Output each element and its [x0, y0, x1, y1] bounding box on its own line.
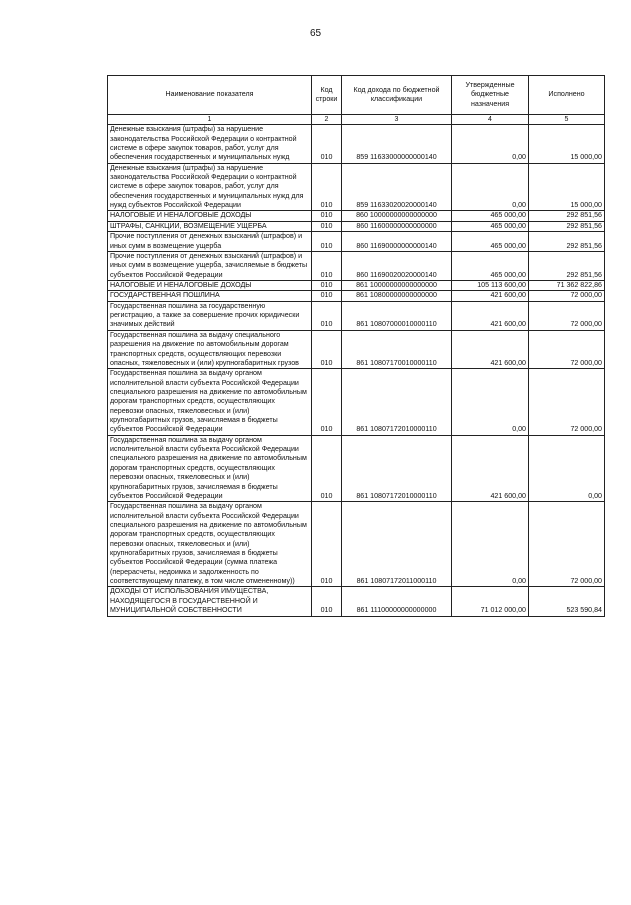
row-code: 010: [312, 291, 342, 301]
table-row: [108, 502, 605, 587]
row-approved: 0,00: [452, 369, 529, 436]
row-name: Государственная пошлина за выдачу органом исполнительной власти субъекта Российской Федерации специального разрешения на движение по автомобильным дорогам транспортных средств, осуществляющих перевозки опасных, тяжеловесных и (или) крупногабаритных грузов, зачисляемая в бюджеты субъектов Российской Федерации: [108, 369, 312, 436]
row-executed: 72 000,00: [529, 291, 605, 301]
row-kbk: 860 11690020020000140: [342, 251, 452, 280]
table-row: [108, 211, 605, 221]
table-row: [108, 163, 605, 211]
row-code: 010: [312, 163, 342, 211]
row-approved: 465 000,00: [452, 211, 529, 221]
row-executed: 0,00: [529, 435, 605, 502]
table-row: [108, 125, 605, 163]
header-name: Наименование показателя: [108, 76, 312, 115]
row-name: Государственная пошлина за государственную регистрацию, а также за совершение прочих юридически значимых действий: [108, 301, 312, 330]
row-kbk: 860 10000000000000000: [342, 211, 452, 221]
row-approved: 105 113 600,00: [452, 280, 529, 290]
row-executed: 72 000,00: [529, 330, 605, 368]
row-executed: 15 000,00: [529, 125, 605, 163]
row-code: 010: [312, 251, 342, 280]
row-approved: 465 000,00: [452, 251, 529, 280]
row-code: 010: [312, 280, 342, 290]
row-executed: 72 000,00: [529, 369, 605, 436]
row-code: 010: [312, 587, 342, 616]
budget-execution-table: [107, 75, 605, 617]
column-index: 3: [342, 115, 452, 125]
row-code: 010: [312, 435, 342, 502]
row-name: Государственная пошлина за выдачу органом исполнительной власти субъекта Российской Федерации специального разрешения на движение по автомобильным дорогам транспортных средств, осуществляющих перевозки опасных, тяжеловесных и (или) крупногабаритных грузов, зачисляемая в бюджеты субъектов Российской Федерации (сумма платежа (перерасчеты, недоимка и задолженность по соответствующему платежу, в том числе отмененному)): [108, 502, 312, 587]
row-code: 010: [312, 330, 342, 368]
row-code: 010: [312, 211, 342, 221]
row-kbk: 860 11690000000000140: [342, 232, 452, 252]
table-row: [108, 221, 605, 231]
row-name: Денежные взыскания (штрафы) за нарушение законодательства Российской Федерации о контрактной системе в сфере закупок товаров, работ, услуг для обеспечения государственных и муниципальных нужд для нужд субъектов Российской Федерации: [108, 163, 312, 211]
row-executed: 292 851,56: [529, 232, 605, 252]
row-name: ДОХОДЫ ОТ ИСПОЛЬЗОВАНИЯ ИМУЩЕСТВА, НАХОДЯЩЕГОСЯ В ГОСУДАРСТВЕННОЙ И МУНИЦИПАЛЬНОЙ СОБСТВЕННОСТИ: [108, 587, 312, 616]
row-name: ШТРАФЫ, САНКЦИИ, ВОЗМЕЩЕНИЕ УЩЕРБА: [108, 221, 312, 231]
row-code: 010: [312, 369, 342, 436]
table-row: [108, 251, 605, 280]
row-executed: 72 000,00: [529, 502, 605, 587]
column-index: 2: [312, 115, 342, 125]
row-code: 010: [312, 301, 342, 330]
row-approved: 421 600,00: [452, 291, 529, 301]
row-approved: 421 600,00: [452, 435, 529, 502]
header-kbk: Код дохода по бюджетной классификации: [342, 76, 452, 115]
row-kbk: 861 10000000000000000: [342, 280, 452, 290]
table-row: [108, 280, 605, 290]
row-kbk: 861 10800000000000000: [342, 291, 452, 301]
row-name: Государственная пошлина за выдачу специального разрешения на движение по автомобильным дорогам транспортных средств, осуществляющих перевозки опасных, тяжеловесных и (или) крупногабаритных грузов: [108, 330, 312, 368]
table-row: [108, 232, 605, 252]
row-executed: 72 000,00: [529, 301, 605, 330]
table-row: [108, 369, 605, 436]
row-executed: 523 590,84: [529, 587, 605, 616]
row-executed: 292 851,56: [529, 221, 605, 231]
row-approved: 465 000,00: [452, 221, 529, 231]
header-executed: Исполнено: [529, 76, 605, 115]
row-approved: 0,00: [452, 502, 529, 587]
row-code: 010: [312, 125, 342, 163]
row-kbk: 861 10807172010000110: [342, 435, 452, 502]
table-row: [108, 587, 605, 616]
table-row: [108, 301, 605, 330]
row-name: Государственная пошлина за выдачу органом исполнительной власти субъекта Российской Федерации специального разрешения на движение по автомобильным дорогам транспортных средств, осуществляющих перевозки опасных, тяжеловесных и (или) крупногабаритных грузов, зачисляемая в бюджеты субъектов Российской Федерации: [108, 435, 312, 502]
row-executed: 71 362 822,86: [529, 280, 605, 290]
row-kbk: 859 11633000000000140: [342, 125, 452, 163]
row-code: 010: [312, 232, 342, 252]
row-approved: 71 012 000,00: [452, 587, 529, 616]
row-approved: 0,00: [452, 125, 529, 163]
column-index: 5: [529, 115, 605, 125]
page-number: 65: [309, 28, 322, 39]
table-row: [108, 435, 605, 502]
row-executed: 15 000,00: [529, 163, 605, 211]
row-code: 010: [312, 221, 342, 231]
row-kbk: 860 11600000000000000: [342, 221, 452, 231]
row-kbk: 861 10807172010000110: [342, 369, 452, 436]
table-header-row: [108, 76, 605, 115]
row-executed: 292 851,56: [529, 211, 605, 221]
header-code: Код строки: [312, 76, 342, 115]
row-kbk: 861 10807172011000110: [342, 502, 452, 587]
row-approved: 0,00: [452, 163, 529, 211]
row-kbk: 859 11633020020000140: [342, 163, 452, 211]
row-name: НАЛОГОВЫЕ И НЕНАЛОГОВЫЕ ДОХОДЫ: [108, 280, 312, 290]
row-approved: 421 600,00: [452, 301, 529, 330]
header-approved: Утвержденные бюджетные назначения: [452, 76, 529, 115]
row-kbk: 861 11100000000000000: [342, 587, 452, 616]
column-index: 1: [108, 115, 312, 125]
table-row: [108, 330, 605, 368]
row-name: Денежные взыскания (штрафы) за нарушение законодательства Российской Федерации о контрактной системе в сфере закупок товаров, работ, услуг для обеспечения государственных и муниципальных нужд: [108, 125, 312, 163]
row-approved: 421 600,00: [452, 330, 529, 368]
row-code: 010: [312, 502, 342, 587]
row-name: Прочие поступления от денежных взысканий (штрафов) и иных сумм в возмещение ущерба, зачисляемые в бюджеты субъектов Российской Федерации: [108, 251, 312, 280]
table-row: [108, 291, 605, 301]
column-index: 4: [452, 115, 529, 125]
row-kbk: 861 10807170010000110: [342, 330, 452, 368]
row-executed: 292 851,56: [529, 251, 605, 280]
column-index-row: [108, 115, 605, 125]
row-name: Прочие поступления от денежных взысканий (штрафов) и иных сумм в возмещение ущерба: [108, 232, 312, 252]
row-name: НАЛОГОВЫЕ И НЕНАЛОГОВЫЕ ДОХОДЫ: [108, 211, 312, 221]
row-approved: 465 000,00: [452, 232, 529, 252]
row-name: ГОСУДАРСТВЕННАЯ ПОШЛИНА: [108, 291, 312, 301]
row-kbk: 861 10807000010000110: [342, 301, 452, 330]
